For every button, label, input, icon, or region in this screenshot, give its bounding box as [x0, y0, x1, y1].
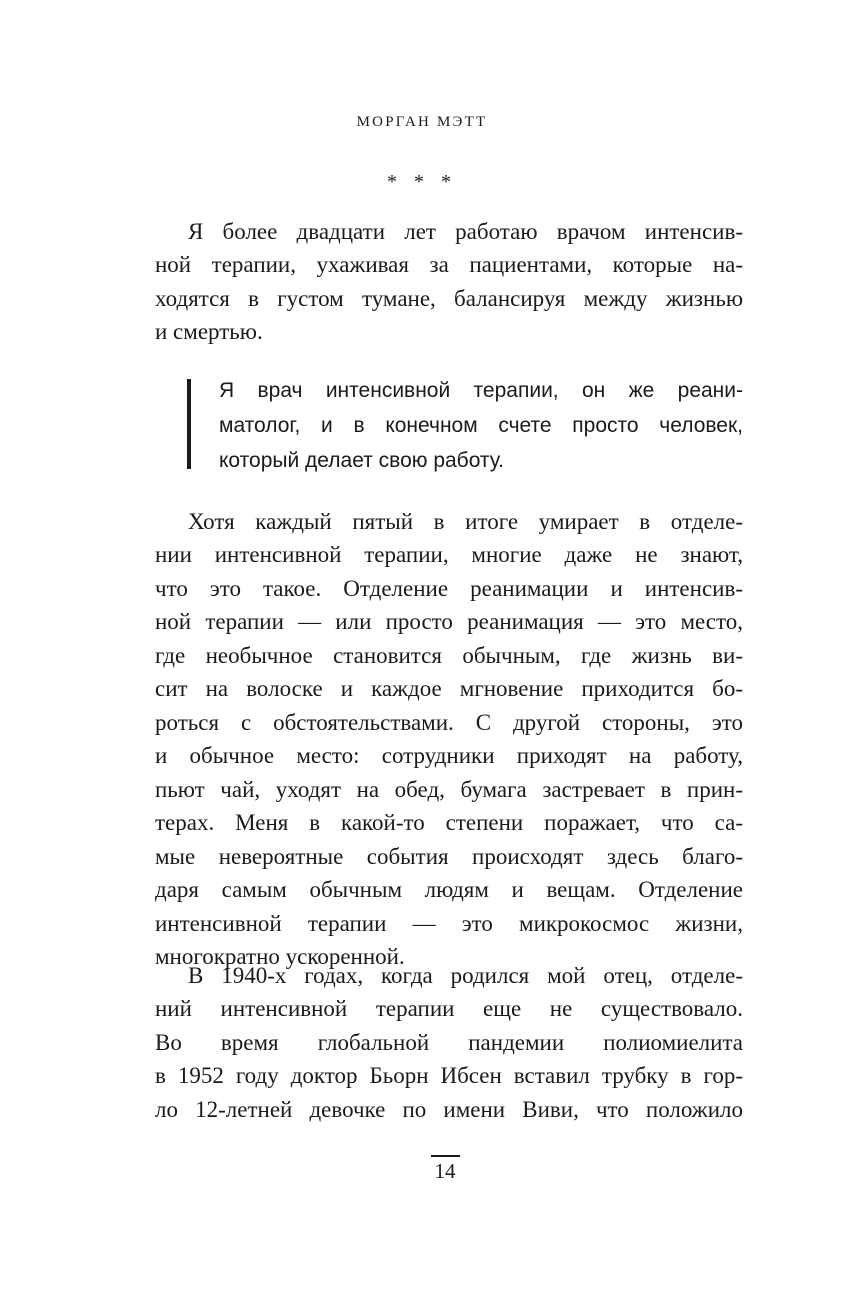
paragraph-line: терах. Меня в какой-то степени поражает, что са- [155, 810, 743, 835]
paragraph-line: Хотя каждый пятый в итоге умирает в отделе- [188, 509, 743, 534]
paragraph-line: мые невероятные события происходят здесь благо- [155, 844, 743, 869]
paragraph-line: Я более двадцати лет работаю врачом интенсив- [188, 219, 743, 244]
paragraph-line: нии интенсивной терапии, многие даже не знают, [155, 542, 743, 567]
paragraph-line: многократно ускоренной. [155, 944, 405, 969]
paragraph-line: Во время глобальной пандемии полиомиелита [155, 1030, 743, 1055]
paragraph-line: ходятся в густом тумане, балансируя между жизнью [155, 286, 743, 311]
paragraph-line: ной терапии, ухаживая за пациентами, которые на- [155, 252, 743, 277]
paragraph-line: что это такое. Отделение реанимации и интенсив- [155, 576, 743, 601]
paragraph-line: сит на волоске и каждое мгновение приходится бо- [155, 676, 743, 701]
section-separator: * * * [387, 171, 457, 193]
paragraph-line: ло 12-летней девочке по имени Виви, что положило [155, 1097, 743, 1122]
paragraph-line: даря самым обычным людям и вещам. Отделение [155, 877, 743, 902]
folio-rule [431, 1155, 460, 1157]
running-head: МОРГАН МЭТТ [356, 114, 488, 130]
paragraph-line: ной терапии — или просто реанимация — это место, [155, 609, 743, 634]
quote-line: Я врач интенсивной терапии, он же реани- [219, 379, 743, 402]
paragraph-line: где необычное становится обычным, где жизнь ви- [155, 643, 743, 668]
page-number: 14 [434, 1159, 456, 1183]
paragraph-line: ний интенсивной терапии еще не существовало. [155, 996, 743, 1021]
paragraph-line: и обычное место: сотрудники приходят на работу, [155, 743, 743, 768]
paragraph-line: В 1940-х годах, когда родился мой отец, отделе- [188, 963, 743, 988]
paragraph-line: интенсивной терапии — это микрокосмос жизни, [155, 911, 743, 936]
quote-line: который делает свою работу. [219, 449, 505, 472]
paragraph-line: роться с обстоятельствами. С другой стороны, это [155, 710, 743, 735]
quote-line: матолог, и в конечном счете просто человек, [219, 414, 743, 437]
paragraph-line: в 1952 году доктор Бьорн Ибсен вставил трубку в гор- [155, 1063, 743, 1088]
paragraph-line: пьют чай, уходят на обед, бумага застревает в прин- [155, 777, 743, 802]
paragraph-line: и смертью. [155, 319, 263, 344]
quote-bar [187, 379, 191, 469]
